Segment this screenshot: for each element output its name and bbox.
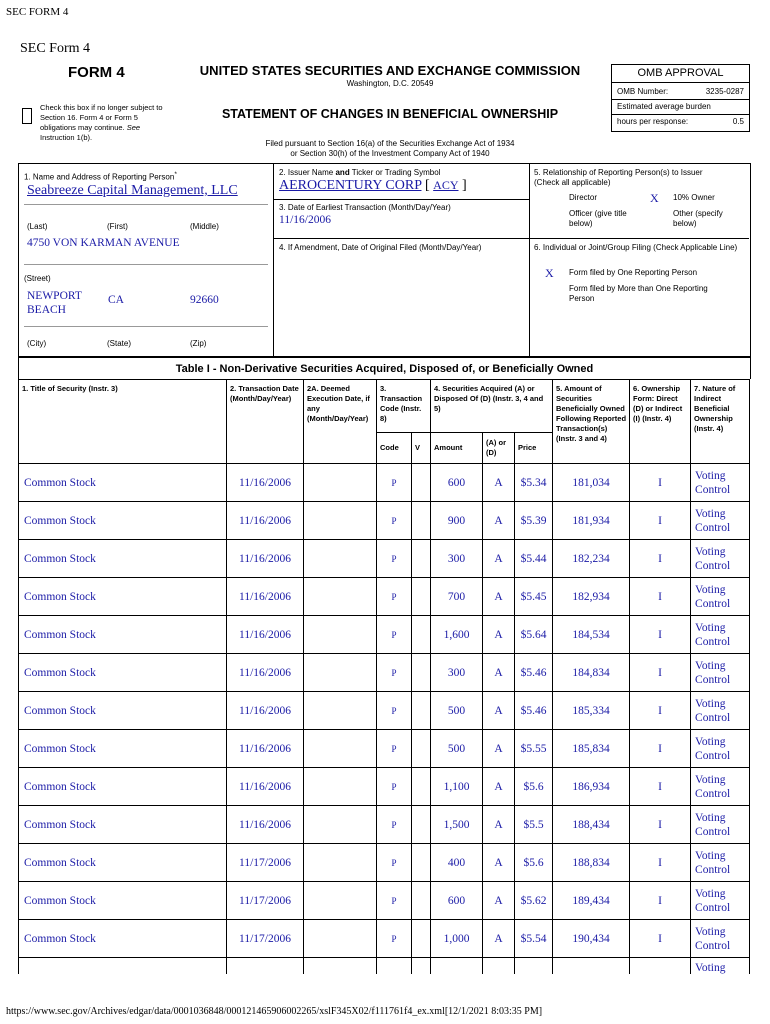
ten-pct-label: 10% Owner	[673, 193, 715, 202]
amount: 600	[431, 882, 483, 920]
transaction-date: 11/16/2006	[227, 464, 304, 502]
one-person-label: Form filed by One Reporting Person	[569, 268, 698, 277]
amount-owned: 181,034	[553, 464, 630, 502]
first-label: (First)	[107, 222, 128, 231]
box2-label: 2. Issuer Name and Ticker or Trading Symbol	[279, 168, 441, 177]
security-title: Common Stock	[19, 654, 227, 692]
omb-number-row	[612, 83, 749, 97]
statement-title: STATEMENT OF CHANGES IN BENEFICIAL OWNERSHIP	[221, 107, 559, 121]
ownership-form: I	[630, 502, 691, 540]
amount: 500	[431, 730, 483, 768]
table-row	[19, 844, 750, 882]
omb-number-value: 3235-0287	[705, 87, 744, 96]
amount	[431, 958, 483, 975]
acquired-disposed	[483, 958, 515, 975]
ownership-form: I	[630, 882, 691, 920]
table-row	[19, 692, 750, 730]
deemed-date	[304, 958, 377, 975]
hdr-ad-sub: (A) or (D)	[483, 433, 515, 464]
hdr-date: 2. Transaction Date (Month/Day/Year)	[227, 380, 304, 464]
security-title: Common Stock	[19, 578, 227, 616]
zip: 92660	[190, 294, 219, 306]
transaction-date: 11/16/2006	[227, 502, 304, 540]
city-label: (City)	[27, 339, 47, 348]
hdr-owned: 5. Amount of Securities Beneficially Owned Following Reported Transaction(s) (Instr. 3 and 4)	[553, 380, 630, 464]
table-row	[19, 768, 750, 806]
omb-box	[611, 64, 750, 132]
amount: 1,100	[431, 768, 483, 806]
v-flag	[412, 502, 431, 540]
transaction-date: 11/16/2006	[227, 768, 304, 806]
transaction-code: P	[377, 540, 412, 578]
v-flag	[412, 730, 431, 768]
amount: 700	[431, 578, 483, 616]
amount-owned: 182,934	[553, 578, 630, 616]
amount-owned: 181,934	[553, 502, 630, 540]
amount: 600	[431, 464, 483, 502]
one-person-mark: X	[545, 266, 554, 280]
amount-owned	[553, 958, 630, 975]
acquired-disposed: A	[483, 768, 515, 806]
omb-number-label: OMB Number:	[617, 87, 669, 96]
acquired-disposed: A	[483, 654, 515, 692]
ticker-link[interactable]: ACY	[433, 178, 459, 192]
transaction-code: P	[377, 768, 412, 806]
amount-owned: 188,834	[553, 844, 630, 882]
nature-of-ownership: Voting Control	[691, 540, 750, 578]
transaction-date: 11/17/2006	[227, 844, 304, 882]
ownership-form: I	[630, 768, 691, 806]
security-title: Common Stock	[19, 768, 227, 806]
deemed-date	[304, 540, 377, 578]
nature-of-ownership: Voting Control	[691, 768, 750, 806]
box3-label: 3. Date of Earliest Transaction (Month/Day/Year)	[279, 203, 451, 212]
v-flag	[412, 540, 431, 578]
v-flag	[412, 578, 431, 616]
deemed-date	[304, 502, 377, 540]
omb-hours-value: 0.5	[732, 117, 744, 126]
ownership-form: I	[630, 540, 691, 578]
acquired-disposed: A	[483, 578, 515, 616]
other-label: Other (specify below)	[673, 209, 723, 228]
amount: 900	[431, 502, 483, 540]
acquired-disposed: A	[483, 464, 515, 502]
amount: 1,500	[431, 806, 483, 844]
transaction-code: P	[377, 920, 412, 958]
hdr-code-sub: Code	[377, 433, 412, 464]
nature-of-ownership: Voting Control	[691, 806, 750, 844]
ownership-form	[630, 958, 691, 975]
deemed-date	[304, 578, 377, 616]
issuer-link[interactable]: AEROCENTURY CORP	[279, 178, 422, 193]
amount-owned: 190,434	[553, 920, 630, 958]
street-label: (Street)	[24, 274, 51, 283]
acquired-disposed: A	[483, 730, 515, 768]
amount-owned: 186,934	[553, 768, 630, 806]
transaction-date: 11/16/2006	[227, 806, 304, 844]
nature-of-ownership: Voting Control	[691, 616, 750, 654]
transaction-code: P	[377, 844, 412, 882]
box4-label: 4. If Amendment, Date of Original Filed (Month/Day/Year)	[279, 243, 482, 252]
nature-of-ownership: Voting Control	[691, 464, 750, 502]
transaction-code: P	[377, 654, 412, 692]
ownership-form: I	[630, 616, 691, 654]
nature-of-ownership: Voting Control	[691, 578, 750, 616]
filed-pursuant	[180, 139, 600, 159]
zip-label: (Zip)	[190, 339, 207, 348]
security-title: Common Stock	[19, 844, 227, 882]
v-flag	[412, 806, 431, 844]
transaction-code: P	[377, 692, 412, 730]
last-label: (Last)	[27, 222, 48, 231]
acquired-disposed: A	[483, 920, 515, 958]
table1-title: Table I - Non-Derivative Securities Acquired, Disposed of, or Beneficially Owned	[18, 356, 751, 379]
security-title	[19, 958, 227, 975]
amount: 300	[431, 654, 483, 692]
nature-of-ownership: Voting	[691, 958, 750, 975]
omb-burden-label: Estimated average burden	[617, 102, 711, 111]
agency-name: UNITED STATES SECURITIES AND EXCHANGE COMMISSION	[199, 63, 581, 78]
price: $5.44	[515, 540, 553, 578]
nature-of-ownership: Voting Control	[691, 730, 750, 768]
nature-of-ownership: Voting Control	[691, 882, 750, 920]
deemed-date	[304, 464, 377, 502]
officer-label: Officer (give title below)	[569, 209, 627, 228]
ten-pct-mark: X	[650, 191, 659, 205]
ownership-form: I	[630, 844, 691, 882]
amount: 400	[431, 844, 483, 882]
transaction-date: 11/16/2006	[227, 540, 304, 578]
v-flag	[412, 654, 431, 692]
ownership-form: I	[630, 920, 691, 958]
acquired-disposed: A	[483, 692, 515, 730]
deemed-date	[304, 806, 377, 844]
price: $5.46	[515, 692, 553, 730]
omb-hours-label: hours per response:	[617, 117, 689, 126]
acquired-disposed: A	[483, 844, 515, 882]
deemed-date	[304, 768, 377, 806]
acquired-disposed: A	[483, 502, 515, 540]
transaction-date: 11/17/2006	[227, 882, 304, 920]
omb-title: OMB APPROVAL	[612, 65, 749, 83]
security-title: Common Stock	[19, 730, 227, 768]
table-row	[19, 806, 750, 844]
amount: 500	[431, 692, 483, 730]
transaction-date: 11/16/2006	[227, 578, 304, 616]
table-row	[19, 730, 750, 768]
transaction-date: 11/16/2006	[227, 692, 304, 730]
amount-owned: 184,534	[553, 616, 630, 654]
doc-title: SEC Form 4	[20, 41, 91, 56]
ownership-form: I	[630, 692, 691, 730]
acquired-disposed: A	[483, 540, 515, 578]
v-flag	[412, 616, 431, 654]
city: NEWPORT BEACH	[27, 290, 82, 316]
amount: 1,000	[431, 920, 483, 958]
deemed-date	[304, 844, 377, 882]
price: $5.34	[515, 464, 553, 502]
acquired-disposed: A	[483, 806, 515, 844]
middle-label: (Middle)	[190, 222, 219, 231]
nature-of-ownership: Voting Control	[691, 920, 750, 958]
price: $5.46	[515, 654, 553, 692]
nature-of-ownership: Voting Control	[691, 502, 750, 540]
hdr-price-sub: Price	[515, 433, 553, 464]
security-title: Common Stock	[19, 806, 227, 844]
deemed-date	[304, 616, 377, 654]
price: $5.64	[515, 616, 553, 654]
price: $5.39	[515, 502, 553, 540]
security-title: Common Stock	[19, 920, 227, 958]
security-title: Common Stock	[19, 692, 227, 730]
price: $5.54	[515, 920, 553, 958]
amount-owned: 184,834	[553, 654, 630, 692]
box5-label: 5. Relationship of Reporting Person(s) to Issuer (Check all applicable)	[534, 168, 703, 187]
nature-of-ownership: Voting Control	[691, 692, 750, 730]
deemed-date	[304, 920, 377, 958]
amount-owned: 189,434	[553, 882, 630, 920]
transaction-code: P	[377, 730, 412, 768]
table1-body	[19, 464, 750, 975]
table-row	[19, 578, 750, 616]
hdr-form: 6. Ownership Form: Direct (D) or Indirect (I) (Instr. 4)	[630, 380, 691, 464]
hdr-v-sub: V	[412, 433, 431, 464]
hdr-deemed: 2A. Deemed Execution Date, if any (Month/Day/Year)	[304, 380, 377, 464]
footer-url: https://www.sec.gov/Archives/edgar/data/0001036848/000121465906002265/xslF345X02/f111761f4_ex.xml[12/1/2021 8:03:35 PM]	[6, 1006, 543, 1017]
ownership-form: I	[630, 654, 691, 692]
transaction-code: P	[377, 502, 412, 540]
reporting-person-link[interactable]: Seabreeze Capital Management, LLC	[27, 183, 238, 198]
amount-owned: 185,834	[553, 730, 630, 768]
transaction-code	[377, 958, 412, 975]
v-flag	[412, 692, 431, 730]
transaction-code: P	[377, 806, 412, 844]
filed-pursuant-line1: Filed pursuant to Section 16(a) of the Securities Exchange Act of 1934	[265, 139, 515, 148]
security-title: Common Stock	[19, 540, 227, 578]
transaction-date	[227, 958, 304, 975]
agency-city: Washington, D.C. 20549	[346, 79, 434, 88]
price: $5.6	[515, 768, 553, 806]
security-title: Common Stock	[19, 502, 227, 540]
table-row-partial	[19, 958, 750, 975]
price: $5.5	[515, 806, 553, 844]
deemed-date	[304, 692, 377, 730]
price: $5.45	[515, 578, 553, 616]
hdr-nature: 7. Nature of Indirect Beneficial Ownership (Instr. 4)	[691, 380, 750, 464]
amount: 1,600	[431, 616, 483, 654]
earliest-transaction-date: 11/16/2006	[279, 214, 331, 226]
v-flag	[412, 920, 431, 958]
amount-owned: 182,234	[553, 540, 630, 578]
table-row	[19, 882, 750, 920]
price	[515, 958, 553, 975]
hdr-code: 3. Transaction Code (Instr. 8)	[377, 380, 431, 433]
deemed-date	[304, 882, 377, 920]
security-title: Common Stock	[19, 616, 227, 654]
nature-of-ownership: Voting Control	[691, 654, 750, 692]
transaction-date: 11/16/2006	[227, 730, 304, 768]
box6-label: 6. Individual or Joint/Group Filing (Check Applicable Line)	[534, 243, 738, 252]
browser-title: SEC FORM 4	[6, 6, 69, 18]
ownership-form: I	[630, 578, 691, 616]
deemed-date	[304, 730, 377, 768]
table-row	[19, 920, 750, 958]
ownership-form: I	[630, 730, 691, 768]
section16-checkbox[interactable]	[22, 108, 32, 124]
v-flag	[412, 768, 431, 806]
table-row	[19, 464, 750, 502]
acquired-disposed: A	[483, 616, 515, 654]
table-row	[19, 616, 750, 654]
transaction-code: P	[377, 882, 412, 920]
deemed-date	[304, 654, 377, 692]
transaction-date: 11/16/2006	[227, 616, 304, 654]
nature-of-ownership: Voting Control	[691, 844, 750, 882]
ownership-form: I	[630, 464, 691, 502]
security-title: Common Stock	[19, 882, 227, 920]
table-row	[19, 654, 750, 692]
state: CA	[108, 294, 124, 306]
v-flag	[412, 844, 431, 882]
price: $5.55	[515, 730, 553, 768]
non-derivative-table	[18, 379, 750, 974]
table1-header-row-1	[19, 380, 750, 433]
acquired-disposed: A	[483, 882, 515, 920]
more-person-label: Form filed by More than One Reporting Person	[569, 284, 708, 303]
omb-hours-row	[612, 117, 749, 127]
director-label: Director	[569, 193, 598, 202]
hdr-title: 1. Title of Security (Instr. 3)	[19, 380, 227, 464]
price: $5.62	[515, 882, 553, 920]
transaction-code: P	[377, 464, 412, 502]
filed-pursuant-line2: or Section 30(h) of the Investment Company Act of 1940	[290, 149, 490, 158]
hdr-amount-sub: Amount	[431, 433, 483, 464]
amount: 300	[431, 540, 483, 578]
table-row	[19, 502, 750, 540]
transaction-code: P	[377, 578, 412, 616]
issuer-line: AEROCENTURY CORP [ ACY ]	[279, 178, 467, 193]
ownership-form: I	[630, 806, 691, 844]
form-label: FORM 4	[68, 64, 125, 81]
price: $5.6	[515, 844, 553, 882]
state-label: (State)	[107, 339, 132, 348]
section16-note: Check this box if no longer subject to Section 16. Form 4 or Form 5 obligations may continue. See Instruction 1(b).	[40, 103, 163, 142]
v-flag	[412, 958, 431, 975]
amount-owned: 185,334	[553, 692, 630, 730]
transaction-code: P	[377, 616, 412, 654]
transaction-date: 11/16/2006	[227, 654, 304, 692]
security-title: Common Stock	[19, 464, 227, 502]
amount-owned: 188,434	[553, 806, 630, 844]
v-flag	[412, 882, 431, 920]
street-address: 4750 VON KARMAN AVENUE	[27, 237, 180, 249]
transaction-date: 11/17/2006	[227, 920, 304, 958]
v-flag	[412, 464, 431, 502]
table-row	[19, 540, 750, 578]
hdr-acquired: 4. Securities Acquired (A) or Disposed Of (D) (Instr. 3, 4 and 5)	[431, 380, 553, 433]
box1-label: 1. Name and Address of Reporting Person*	[24, 171, 177, 182]
